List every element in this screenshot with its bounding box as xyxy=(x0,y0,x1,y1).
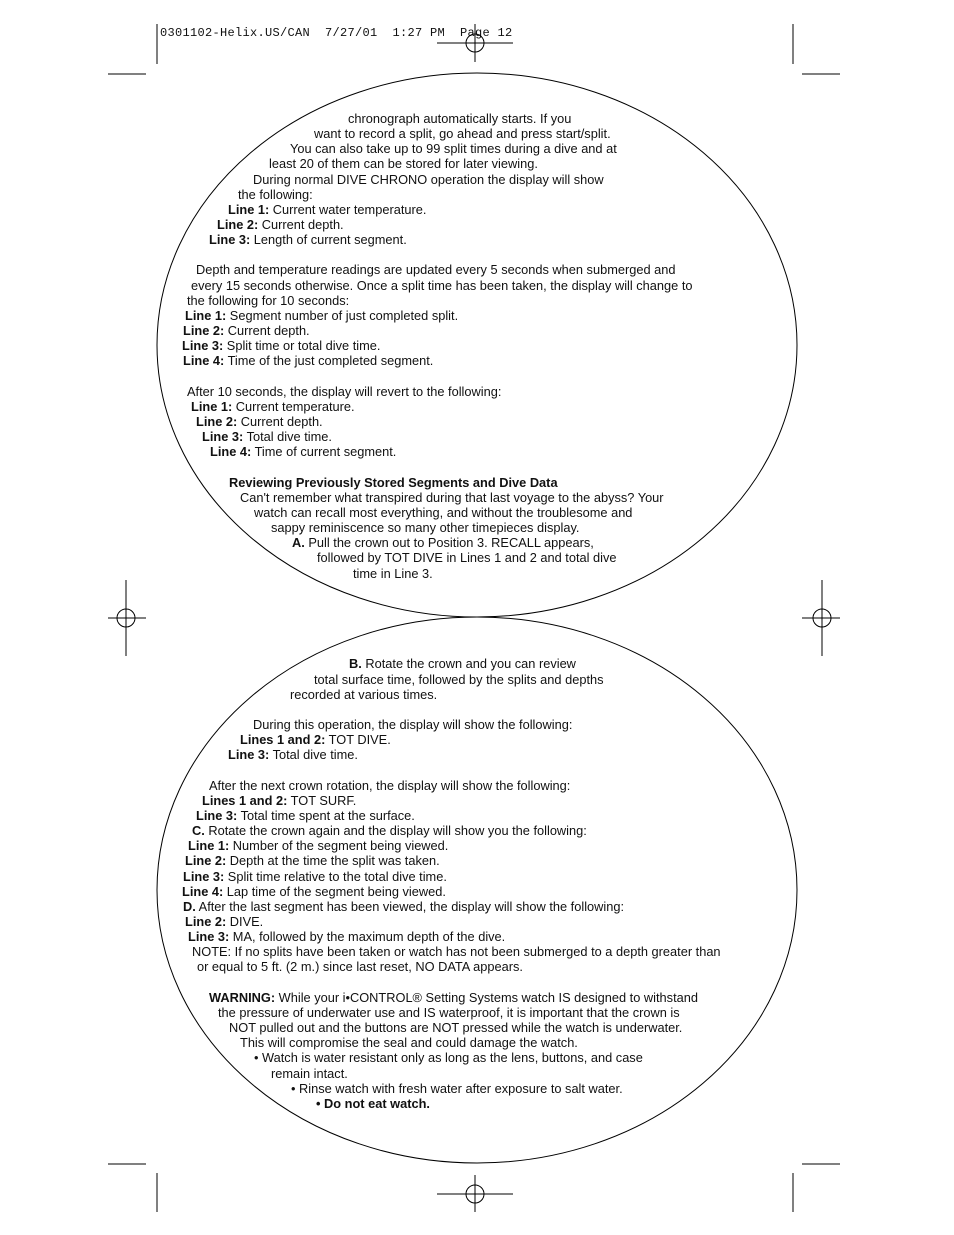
warning-line: NOT pulled out and the buttons are NOT pressed while the watch is underwater. xyxy=(229,1020,683,1035)
text-line: During normal DIVE CHRONO operation the display will show xyxy=(253,172,604,187)
text-line: After the next crown rotation, the display will show the following: xyxy=(209,778,571,793)
text-line: After 10 seconds, the display will revert to the following: xyxy=(187,384,502,399)
text-line: sappy reminiscence so many other timepieces display. xyxy=(271,520,580,535)
display-line-item: Line 2: DIVE. xyxy=(185,914,264,929)
text-line: During this operation, the display will show the following: xyxy=(253,717,573,732)
printer-slug: 0301102-Helix.US/CAN 7/27/01 1:27 PM Page 12 xyxy=(160,26,513,40)
text-line: chronograph automatically starts. If you xyxy=(348,111,572,126)
display-line-item: Line 4: Time of current segment. xyxy=(210,444,397,459)
display-line-item: Line 4: Lap time of the segment being viewed. xyxy=(182,884,446,899)
bullet-item: remain intact. xyxy=(271,1066,348,1081)
display-line-item: Lines 1 and 2: TOT SURF. xyxy=(202,793,357,808)
display-line-item: Line 3: Length of current segment. xyxy=(209,232,407,247)
display-line-item: Line 1: Segment number of just completed split. xyxy=(185,308,459,323)
display-line-item: Line 3: Total dive time. xyxy=(202,429,332,444)
registration-mark-right xyxy=(802,580,840,656)
text-line: the following: xyxy=(238,187,313,202)
step-c: C. Rotate the crown again and the display will show you the following: xyxy=(192,823,587,838)
note-line: NOTE: If no splits have been taken or watch has not been submerged to a depth greater than xyxy=(192,944,721,959)
text-line: time in Line 3. xyxy=(353,566,433,581)
display-line-item: Line 2: Depth at the time the split was taken. xyxy=(185,853,440,868)
display-line-item: Lines 1 and 2: TOT DIVE. xyxy=(240,732,391,747)
display-line-item: Line 3: Split time or total dive time. xyxy=(182,338,381,353)
warning-line: WARNING: While your i•CONTROL® Setting Systems watch IS designed to withstand xyxy=(209,990,698,1005)
registration-mark-bottom xyxy=(437,1175,513,1212)
display-line-item: Line 4: Time of the just completed segment. xyxy=(183,353,434,368)
bullet-item: • Do not eat watch. xyxy=(316,1096,430,1111)
text-line: Depth and temperature readings are updated every 5 seconds when submerged and xyxy=(196,262,676,277)
display-line-item: Line 3: Split time relative to the total dive time. xyxy=(183,869,447,884)
text-line: watch can recall most everything, and without the troublesome and xyxy=(254,505,633,520)
display-line-item: Line 3: MA, followed by the maximum depth of the dive. xyxy=(188,929,506,944)
display-line-item: Line 2: Current depth. xyxy=(183,323,310,338)
bullet-item: • Watch is water resistant only as long as the lens, buttons, and case xyxy=(254,1050,643,1065)
note-line: or equal to 5 ft. (2 m.) since last reset, NO DATA appears. xyxy=(197,959,523,974)
display-line-item: Line 3: Total dive time. xyxy=(228,747,358,762)
text-line: least 20 of them can be stored for later viewing. xyxy=(269,156,538,171)
step-d: D. After the last segment has been viewed, the display will show the following: xyxy=(183,899,625,914)
text-line: followed by TOT DIVE in Lines 1 and 2 and total dive xyxy=(317,550,617,565)
text-line: Can't remember what transpired during that last voyage to the abyss? Your xyxy=(240,490,664,505)
warning-line: the pressure of underwater use and IS waterproof, it is important that the crown is xyxy=(218,1005,680,1020)
display-line-item: Line 2: Current depth. xyxy=(196,414,323,429)
text-line: want to record a split, go ahead and press start/split. xyxy=(314,126,611,141)
warning-line: This will compromise the seal and could damage the watch. xyxy=(240,1035,578,1050)
text-line: the following for 10 seconds: xyxy=(187,293,350,308)
section-heading: Reviewing Previously Stored Segments and Dive Data xyxy=(229,475,558,490)
display-line-item: Line 2: Current depth. xyxy=(217,217,344,232)
text-line: recorded at various times. xyxy=(290,687,438,702)
display-line-item: Line 1: Current water temperature. xyxy=(228,202,427,217)
display-line-item: Line 1: Current temperature. xyxy=(191,399,355,414)
registration-mark-left xyxy=(108,580,146,656)
bullet-item: • Rinse watch with fresh water after exposure to salt water. xyxy=(291,1081,623,1096)
display-line-item: Line 3: Total time spent at the surface. xyxy=(196,808,415,823)
text-line: every 15 seconds otherwise. Once a split time has been taken, the display will change to xyxy=(191,278,693,293)
step-a: A. Pull the crown out to Position 3. RECALL appears, xyxy=(292,535,594,550)
registration-mark-top xyxy=(437,24,513,62)
text-line: You can also take up to 99 split times during a dive and at xyxy=(290,141,617,156)
text-line: total surface time, followed by the splits and depths xyxy=(314,672,604,687)
step-b: B. Rotate the crown and you can review xyxy=(349,656,576,671)
display-line-item: Line 1: Number of the segment being viewed. xyxy=(188,838,449,853)
